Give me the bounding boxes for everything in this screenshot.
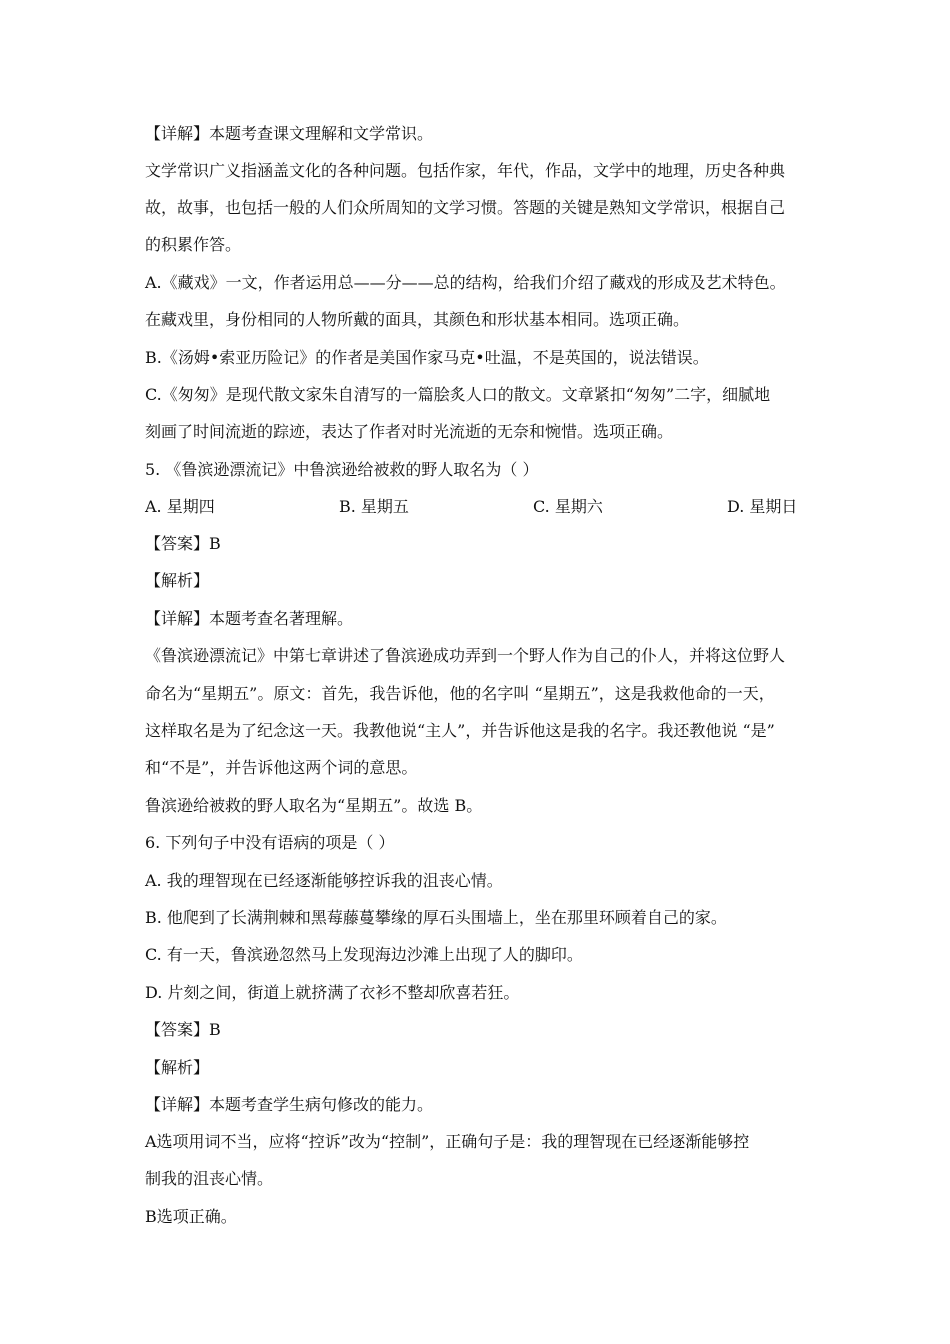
text-line: 刻画了时间流逝的踪迹，表达了作者对时光流逝的无奈和惋惜。选项正确。 [145,422,674,441]
text-line: 【详解】本题考查课文理解和文学常识。 [145,124,434,143]
answer-label: 【答案】B [145,534,221,553]
text-line: C.《匆匆》是现代散文家朱自清写的一篇脍炙人口的散文。文章紧扣“匆匆”二字，细腻地 [145,385,771,404]
text-line: 在藏戏里，身份相同的人物所戴的面具，其颜色和形状基本相同。选项正确。 [145,310,690,329]
question-6: 6. 下列句子中没有语病的项是（ ） [145,833,395,852]
question-5: 5. 《鲁滨逊漂流记》中鲁滨逊给被救的野人取名为（ ） [145,460,539,479]
q6-option-c: C. 有一天，鲁滨逊忽然马上发现海边沙滩上出现了人的脚印。 [145,945,583,964]
q5-option-a: A. 星期四 [145,497,215,516]
text-line: 鲁滨逊给被救的野人取名为“星期五”。故选 B。 [145,796,483,815]
q5-option-b: B. 星期五 [339,497,409,516]
text-line: B选项正确。 [145,1207,237,1226]
q5-option-d: D. 星期日 [727,497,798,516]
text-line: 《鲁滨逊漂流记》中第七章讲述了鲁滨逊成功弄到一个野人作为自己的仆人，并将这位野人 [145,646,786,665]
q5-option-c: C. 星期六 [533,497,603,516]
text-line: A.《藏戏》一文，作者运用总——分——总的结构，给我们介绍了藏戏的形成及艺术特色。 [145,273,786,292]
text-line: 【详解】本题考查名著理解。 [145,609,354,628]
text-line: 【详解】本题考查学生病句修改的能力。 [145,1095,434,1114]
text-line: 这样取名是为了纪念这一天。我教他说“主人”，并告诉他这是我的名字。我还教他说 “是” [145,721,775,740]
answer-label: 【答案】B [145,1020,221,1039]
text-line: 和“不是”，并告诉他这两个词的意思。 [145,758,418,777]
q6-option-b: B. 他爬到了长满荆棘和黑莓藤蔓攀缘的厚石头围墙上，坐在那里环顾着自己的家。 [145,908,727,927]
text-line: A选项用词不当，应将“控诉”改为“控制”，正确句子是：我的理智现在已经逐渐能够控 [145,1132,750,1151]
text-line: 命名为“星期五”。原文：首先，我告诉他，他的名字叫 “星期五”，这是我救他命的一天， [145,684,775,703]
text-line: B.《汤姆•索亚历险记》的作者是美国作家马克•吐温，不是英国的，说法错误。 [145,348,709,367]
q6-option-d: D. 片刻之间，街道上就挤满了衣衫不整却欣喜若狂。 [145,983,520,1002]
analysis-label: 【解析】 [145,571,210,590]
text-line: 制我的沮丧心情。 [145,1169,274,1188]
text-line: 文学常识广义指涵盖文化的各种问题。包括作家，年代，作品，文学中的地理，历史各种典 [145,161,786,180]
q6-option-a: A. 我的理智现在已经逐渐能够控诉我的沮丧心情。 [145,871,503,890]
analysis-label: 【解析】 [145,1058,210,1077]
text-line: 的积累作答。 [145,235,242,254]
text-line: 故，故事，也包括一般的人们众所周知的文学习惯。答题的关键是熟知文学常识，根据自己 [145,198,786,217]
